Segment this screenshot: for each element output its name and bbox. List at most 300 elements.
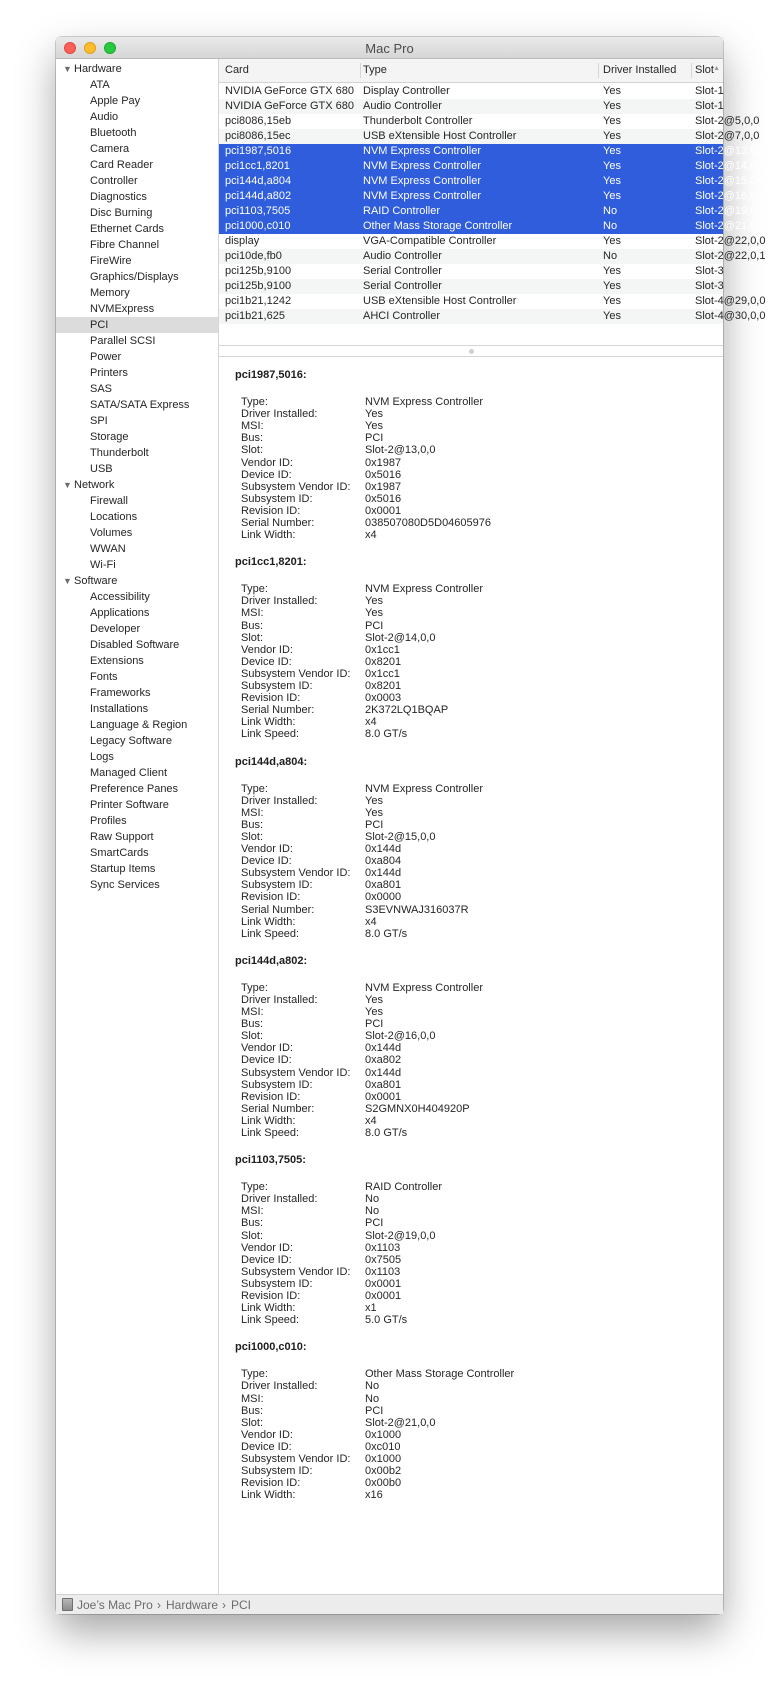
sidebar-item-startup-items[interactable] [56,861,218,877]
field-label: Link Speed: [241,1314,300,1327]
sidebar-item-storage[interactable] [56,429,218,445]
sidebar-item-label: Fonts [90,671,118,683]
field-value: NVM Express Controller [365,396,483,408]
table-row[interactable] [219,99,723,114]
field-label: Vendor ID: [241,843,293,855]
splitter-handle-icon[interactable] [469,349,474,354]
field-label: Subsystem Vendor ID: [241,1265,351,1278]
table-row[interactable] [219,174,766,190]
cell-card: pci1987,5016 [225,145,292,157]
sidebar-item-label: Profiles [90,815,127,827]
field-value: Other Mass Storage Controller [365,1368,515,1381]
sidebar-item-sync-services[interactable] [56,877,218,893]
sidebar-item-logs[interactable] [56,749,218,765]
cell-driver: Yes [603,85,621,97]
field-label: Vendor ID: [241,1428,293,1441]
sidebar-item-wwan[interactable] [56,541,218,557]
field-label: Revision ID: [241,692,301,705]
table-row[interactable] [219,129,760,144]
sidebar-item-ethernet-cards[interactable] [56,221,218,237]
field-value: 0x144d [365,1066,402,1079]
sidebar-item-installations[interactable] [56,701,218,717]
field-label: Link Speed: [241,1127,300,1139]
sidebar-item-label: ATA [90,79,110,91]
field-value: No [365,1392,380,1405]
cell-type: Other Mass Storage Controller [363,220,513,232]
sidebar-item-label: Logs [90,751,114,763]
cell-card: pci1b21,1242 [225,295,292,307]
sidebar-item-label: Thunderbolt [90,447,149,459]
sidebar-item-label: Preference Panes [90,783,179,795]
column-header-card[interactable]: Card [225,64,249,76]
field-value: 0x0003 [365,692,402,705]
sidebar-item-label: Fibre Channel [90,239,160,251]
cell-slot: Slot-2@19,0,0 [695,205,766,217]
field-label: Driver Installed: [241,794,318,807]
sidebar-item-audio[interactable] [56,109,218,125]
field-label: Slot: [241,444,264,457]
table-row[interactable] [219,204,766,220]
sidebar-item-label: Raw Support [90,831,154,843]
sidebar-item-usb[interactable] [56,461,218,477]
device-heading: pci1000,c010: [235,1341,307,1354]
cell-card: pci144d,a802 [225,190,292,202]
sidebar-item-bluetooth[interactable] [56,125,218,141]
sidebar-item-sata-sata-express[interactable] [56,397,218,413]
cell-card: NVIDIA GeForce GTX 680 [225,85,354,97]
table-row[interactable] [219,234,766,249]
sidebar-item-language-region[interactable] [56,717,218,733]
field-label: Vendor ID: [241,643,293,656]
cell-card: pci144d,a804 [225,175,292,187]
field-label: Link Width: [241,915,296,928]
field-value: 0x00b0 [365,1477,402,1490]
cell-type: RAID Controller [363,205,441,217]
sidebar-item-sas[interactable] [56,381,218,397]
field-value: 0x1987 [365,480,402,493]
sidebar-group-label: Software [74,575,118,587]
field-label: Device ID: [241,1054,292,1067]
sidebar-item-label: Printer Software [90,799,169,811]
cell-slot: Slot-1 [695,85,724,97]
field-value: 0x0001 [365,1290,402,1302]
field-label: Link Width: [241,716,296,729]
sidebar-item-disc-burning[interactable] [56,205,218,221]
sidebar-item-label: Ethernet Cards [90,223,164,235]
table-row[interactable] [219,84,723,99]
field-value: No [365,1380,380,1393]
sidebar-item-graphics-displays[interactable] [56,269,218,285]
sidebar-item-label: Installations [90,703,149,715]
table-row[interactable] [219,219,766,235]
field-label: Revision ID: [241,1477,301,1490]
field-label: Revision ID: [241,891,301,904]
field-value: 0x00b2 [365,1465,402,1478]
field-value: RAID Controller [365,1181,443,1194]
cell-driver: No [603,205,618,217]
cell-type: NVM Express Controller [363,160,481,172]
cell-type: NVM Express Controller [363,145,481,157]
field-label: Device ID: [241,468,292,481]
pane-splitter[interactable] [219,345,723,357]
sidebar-item-label: Volumes [90,527,133,539]
sidebar-item-label: USB [90,463,113,475]
cell-card: pci10de,fb0 [225,250,282,262]
sidebar-item-label: Apple Pay [90,95,141,107]
sidebar-group-network[interactable] [56,477,218,493]
breadcrumb-pci[interactable]: PCI [231,1598,252,1612]
sidebar-item-label: Graphics/Displays [90,271,179,283]
cell-card: display [225,235,260,247]
cell-slot: Slot-2@13,0,0 [695,145,766,157]
sidebar-item-label: SATA/SATA Express [90,399,190,411]
field-value: 8.0 GT/s [365,927,408,940]
field-value: x4 [365,529,377,542]
field-label: Device ID: [241,855,292,868]
sidebar-item-camera[interactable] [56,141,218,157]
cell-type: AHCI Controller [363,310,441,322]
field-value: 0x0001 [365,1090,402,1103]
cell-driver: Yes [603,130,621,142]
sidebar-item-memory[interactable] [56,285,218,301]
sidebar-item-printers[interactable] [56,365,218,381]
field-value: Slot-2@21,0,0 [365,1416,436,1429]
sidebar-item-label: Printers [90,367,128,379]
cell-slot: Slot-2@16,0,0 [695,190,766,202]
field-value: Slot-2@19,0,0 [365,1229,436,1242]
field-label: Driver Installed: [241,595,318,608]
sidebar-item-frameworks[interactable] [56,685,218,701]
sidebar-item-label: Sync Services [90,879,160,891]
field-value: 0xa801 [365,1078,402,1091]
field-label: Subsystem Vendor ID: [241,480,351,493]
table-row[interactable] [219,114,760,129]
field-label: Subsystem ID: [241,1465,313,1478]
sidebar-item-label: Diagnostics [90,191,147,203]
cell-card: pci8086,15ec [225,130,291,142]
sidebar-item-legacy-software[interactable] [56,733,218,749]
cell-card: pci1103,7505 [225,205,291,217]
sidebar-group-hardware[interactable] [56,61,218,77]
cell-type: VGA-Compatible Controller [363,235,497,247]
field-value: 0x7505 [365,1253,402,1266]
cell-slot: Slot-1 [695,100,724,112]
disclosure-triangle-icon[interactable]: ▼ [63,480,72,490]
sidebar-item-ata[interactable] [56,77,218,93]
sidebar-item-label: Audio [90,111,119,123]
sidebar-item-wi-fi[interactable] [56,557,218,573]
field-value: 0xc010 [365,1440,401,1453]
sidebar-item-volumes[interactable] [56,525,218,541]
field-label: Vendor ID: [241,456,293,469]
field-label: Subsystem ID: [241,879,313,892]
sidebar-item-card-reader[interactable] [56,157,218,173]
cell-driver: Yes [603,160,621,172]
cell-slot: Slot-4@29,0,0 [695,295,766,307]
sidebar-item-fibre-channel[interactable] [56,237,218,253]
field-label: MSI: [241,420,264,433]
field-value: 0x5016 [365,468,402,481]
sidebar-item-label: SPI [90,415,108,427]
column-separator[interactable] [360,63,361,78]
field-label: Link Width: [241,1302,296,1315]
table-row[interactable] [219,294,766,309]
sidebar-item-label: Accessibility [90,591,150,603]
cell-card: NVIDIA GeForce GTX 680 [225,100,354,112]
field-value: PCI [365,619,384,632]
sidebar-item-diagnostics[interactable] [56,189,218,205]
field-value: 0x1000 [365,1453,402,1465]
sidebar-item-label: Disc Burning [90,207,153,219]
field-value: Yes [365,794,383,807]
cell-slot: Slot-4@30,0,0 [695,310,766,322]
cell-driver: Yes [603,100,621,112]
field-label: Type: [241,981,268,994]
field-value: x4 [365,915,377,928]
field-label: Slot: [241,631,264,644]
field-value: 0x1103 [365,1265,401,1278]
sidebar-item-label: Wi-Fi [90,559,116,571]
sidebar-item-apple-pay[interactable] [56,93,218,109]
sidebar-group-label: Network [74,479,115,491]
field-label: Serial Number: [241,704,315,717]
cell-type: Serial Controller [363,280,442,292]
field-value: 0x144d [365,843,402,855]
field-label: Type: [241,583,268,596]
breadcrumb-computer[interactable]: Joe’s Mac Pro [77,1598,153,1612]
sidebar-item-extensions[interactable] [56,653,218,669]
window-title: Mac Pro [365,41,414,56]
field-label: Type: [241,1181,268,1194]
sidebar-item-raw-support[interactable] [56,829,218,845]
field-label: Bus: [241,1018,264,1031]
field-value: x4 [365,716,377,729]
field-value: Slot-2@16,0,0 [365,1030,436,1043]
status-bar [56,1594,723,1614]
sidebar-item-firewall[interactable] [56,493,218,509]
sidebar-item-disabled-software[interactable] [56,637,218,653]
field-value: S2GMNX0H404920P [365,1102,470,1115]
cell-type: Serial Controller [363,265,442,277]
cell-type: Display Controller [363,85,450,97]
field-label: Slot: [241,1416,264,1429]
sidebar-item-label: Firewall [90,495,128,507]
field-value: 0x8201 [365,655,402,668]
sidebar-item-label: WWAN [90,543,126,555]
field-value: Yes [365,595,383,608]
field-value: Yes [365,607,383,620]
field-value: No [365,1205,380,1218]
field-label: Serial Number: [241,517,315,529]
sidebar-item-label: Disabled Software [90,639,180,651]
field-label: Driver Installed: [241,408,318,421]
sidebar-item-label: Controller [90,175,138,187]
field-value: 8.0 GT/s [365,728,408,741]
sidebar-item-printer-software[interactable] [56,797,218,813]
title-bar[interactable] [56,37,723,59]
field-label: Subsystem ID: [241,492,313,505]
sidebar-item-label: PCI [90,319,109,331]
sidebar-item-locations[interactable] [56,509,218,525]
field-label: Revision ID: [241,1290,301,1302]
sidebar-item-profiles[interactable] [56,813,218,829]
field-label: Device ID: [241,1253,292,1266]
table-row[interactable] [219,159,766,175]
cell-driver: Yes [603,115,621,127]
column-separator[interactable] [691,63,692,78]
sidebar-item-pci[interactable] [56,317,218,333]
sidebar-item-label: Camera [90,143,130,155]
field-label: Vendor ID: [241,1241,293,1254]
disclosure-triangle-icon[interactable]: ▼ [63,64,72,74]
cell-slot: Slot-2@15,0,0 [695,175,766,187]
field-label: Subsystem ID: [241,1078,313,1091]
field-label: MSI: [241,806,264,819]
field-label: Bus: [241,432,264,445]
column-header-type[interactable]: Type [363,64,387,76]
sidebar-item-label: Legacy Software [90,735,172,747]
sidebar-item-developer[interactable] [56,621,218,637]
field-label: Link Width: [241,1489,296,1502]
sidebar-item-label: Storage [90,431,129,443]
cell-slot: Slot-2@14,0,0 [695,160,766,172]
sidebar-item-label: NVMExpress [90,303,155,315]
field-value: 0x1cc1 [365,667,400,680]
breadcrumb-hardware[interactable]: Hardware [166,1598,219,1612]
sidebar-item-preference-panes[interactable] [56,781,218,797]
column-header-slot[interactable]: Slot [695,64,714,76]
field-value: Yes [365,806,383,819]
field-value: 038507080D5D04605976 [365,517,492,529]
field-label: Revision ID: [241,504,301,517]
field-label: Link Speed: [241,927,300,940]
sidebar-item-nvmexpress[interactable] [56,301,218,317]
field-value: 0x144d [365,1042,402,1055]
field-value: PCI [365,1018,384,1031]
field-value: 0xa802 [365,1054,402,1067]
cell-type: USB eXtensible Host Controller [363,130,517,142]
field-label: Slot: [241,830,264,843]
cell-card: pci1cc1,8201 [225,160,290,172]
sidebar-item-firewire[interactable] [56,253,218,269]
breadcrumb-separator: › [157,1598,161,1612]
sidebar-item-controller[interactable] [56,173,218,189]
device-heading: pci1987,5016: [235,369,307,381]
field-label: Link Speed: [241,728,300,741]
cell-slot: Slot-2@7,0,0 [695,130,760,142]
field-label: Serial Number: [241,1102,315,1115]
table-row[interactable] [219,279,723,294]
field-value: 0xa804 [365,855,402,868]
field-value: PCI [365,818,384,831]
device-heading: pci1cc1,8201: [235,556,307,569]
sidebar-item-label: Managed Client [90,767,168,779]
sidebar-item-managed-client[interactable] [56,765,218,781]
cell-driver: No [603,250,618,262]
cell-type: Audio Controller [363,100,442,112]
sidebar-item-applications[interactable] [56,605,218,621]
sidebar-item-label: Extensions [90,655,144,667]
field-label: Link Width: [241,529,296,542]
table-row[interactable] [219,264,723,279]
table-row[interactable] [219,249,766,264]
field-value: 0x1000 [365,1428,402,1441]
field-value: PCI [365,1217,384,1230]
sidebar-item-label: FireWire [90,255,132,267]
field-label: Subsystem ID: [241,1277,313,1290]
sidebar-item-label: Bluetooth [90,127,137,139]
sidebar-item-label: Frameworks [90,687,151,699]
sidebar-item-label: Card Reader [90,159,153,171]
cell-driver: Yes [603,280,621,292]
cell-slot: Slot-2@22,0,1 [695,250,766,262]
sidebar-item-label: SAS [90,383,113,395]
field-label: Subsystem Vendor ID: [241,867,351,880]
field-value: 5.0 GT/s [365,1314,408,1327]
field-value: 0x1103 [365,1241,401,1254]
table-row[interactable] [219,144,766,160]
field-label: Device ID: [241,655,292,668]
sort-indicator-icon: ▲ [713,65,720,72]
cell-slot: Slot-2@5,0,0 [695,115,760,127]
field-label: Subsystem Vendor ID: [241,1453,351,1465]
device-heading: pci144d,a802: [235,954,308,967]
column-header-driver-installed[interactable]: Driver Installed [603,64,677,76]
field-value: 0x0001 [365,504,402,517]
cell-slot: Slot-2@22,0,0 [695,235,766,247]
sidebar-group-software[interactable] [56,573,218,589]
cell-type: NVM Express Controller [363,175,481,187]
field-value: Slot-2@13,0,0 [365,444,436,457]
sidebar [56,59,219,1594]
sidebar-item-thunderbolt[interactable] [56,445,218,461]
system-information-window [56,37,766,1614]
sidebar-item-fonts[interactable] [56,669,218,685]
sidebar-item-spi[interactable] [56,413,218,429]
device-heading: pci144d,a804: [235,755,308,768]
field-label: Type: [241,1368,268,1381]
field-label: Driver Installed: [241,1380,318,1393]
mac-pro-icon [62,1598,73,1611]
field-label: Bus: [241,1404,264,1417]
field-label: Subsystem Vendor ID: [241,1066,351,1079]
sidebar-item-parallel-scsi[interactable] [56,333,218,349]
table-row[interactable] [219,189,766,205]
device-heading: pci1103,7505: [235,1154,306,1167]
cell-slot: Slot-3 [695,280,724,292]
field-value: Yes [365,408,383,421]
sidebar-item-label: Language & Region [90,719,188,731]
sidebar-item-label: Parallel SCSI [90,335,156,347]
cell-driver: Yes [603,310,621,322]
field-label: Bus: [241,1217,264,1230]
field-value: NVM Express Controller [365,583,483,596]
sidebar-item-power[interactable] [56,349,218,365]
table-row[interactable] [219,309,766,324]
sidebar-item-accessibility[interactable] [56,589,218,605]
field-value: No [365,1193,380,1206]
table-header [219,59,723,83]
disclosure-triangle-icon[interactable]: ▼ [63,576,72,586]
field-label: Device ID: [241,1440,292,1453]
sidebar-item-label: Memory [90,287,130,299]
field-label: MSI: [241,1006,264,1018]
field-value: 0x1987 [365,456,402,469]
field-value: 0x0001 [365,1277,402,1290]
sidebar-item-smartcards[interactable] [56,845,218,861]
column-separator[interactable] [598,63,599,78]
field-value: Yes [365,420,383,433]
